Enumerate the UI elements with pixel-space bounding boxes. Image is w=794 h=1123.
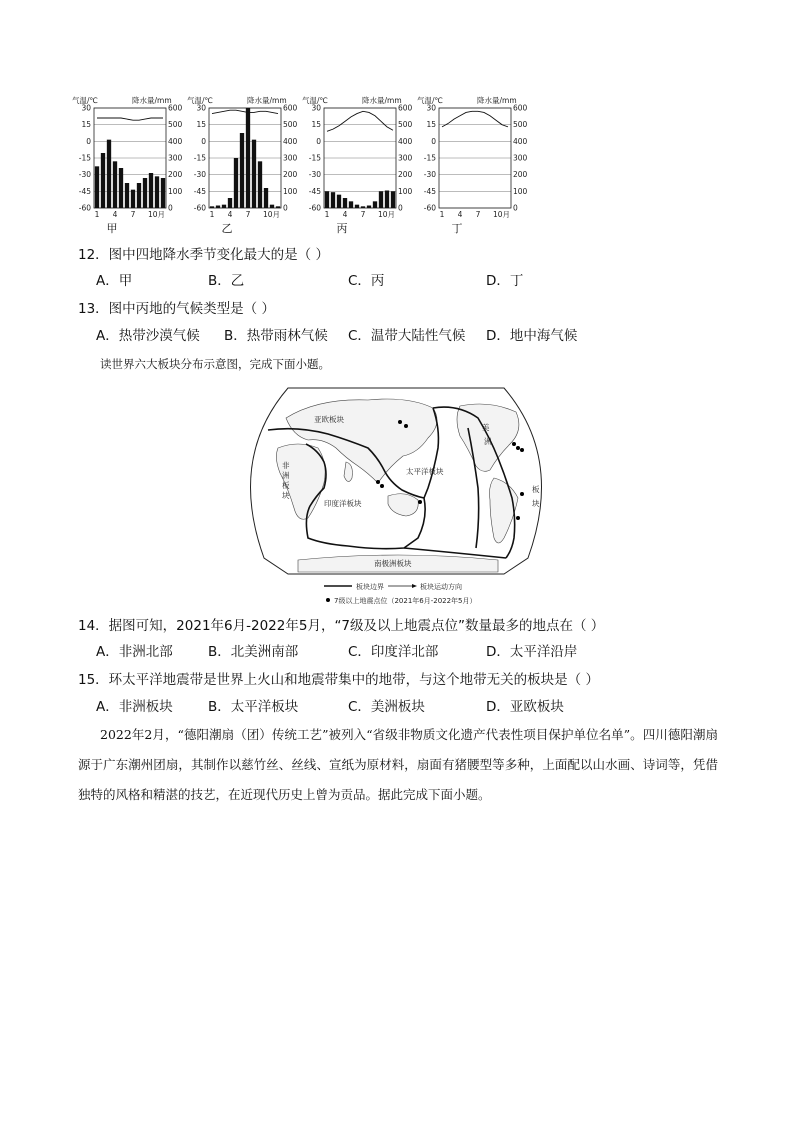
rain-tick-label: 0: [398, 203, 403, 213]
label-african-1: 非: [282, 461, 290, 470]
rain-tick-label: 100: [513, 186, 528, 196]
chart-name-label: 乙: [221, 222, 233, 235]
rain-tick-label: 100: [398, 186, 413, 196]
rain-bar: [149, 173, 153, 208]
temp-tick-label: 30: [81, 103, 91, 113]
option-c[interactable]: C．美洲板块: [348, 699, 425, 715]
chart-name-label: 甲: [106, 222, 118, 235]
quake-point: [380, 484, 384, 488]
rain-tick-label: 0: [168, 203, 173, 213]
temp-tick-label: -15: [78, 153, 91, 163]
question-14-stem: 14．据图可知，2021年6月-2022年5月，“7级及以上地震点位”数量最多的地点在（ ）: [78, 618, 605, 634]
temp-tick-label: -60: [308, 203, 321, 213]
month-tick-label: 4: [342, 210, 348, 219]
rain-tick-label: 300: [283, 153, 298, 163]
temperature-line: [212, 110, 278, 113]
temp-tick-label: 30: [311, 103, 321, 113]
temp-axis-label: 气温/℃: [417, 96, 443, 105]
label-american-4: 块: [532, 499, 540, 508]
question-14-options: [96, 643, 616, 661]
quake-point: [398, 420, 402, 424]
temp-tick-label: -30: [423, 170, 436, 180]
rain-tick-label: 400: [168, 136, 183, 146]
temp-tick-label: -60: [193, 203, 206, 213]
month-tick-label: 1: [94, 210, 100, 219]
option-b[interactable]: B．乙: [208, 273, 245, 289]
quake-point: [520, 448, 524, 452]
climate-chart-svg: [300, 96, 420, 236]
option-a[interactable]: A．甲: [96, 273, 133, 289]
climate-chart-svg: [185, 96, 305, 236]
month-tick-label: 4: [227, 210, 233, 219]
temp-tick-label: 15: [311, 120, 321, 130]
climate-chart-svg: [415, 96, 535, 236]
question-12-stem: 12．图中四地降水季节变化最大的是（ ）: [78, 247, 329, 263]
rain-tick-label: 0: [283, 203, 288, 213]
rain-tick-label: 600: [398, 103, 413, 113]
rain-bar: [355, 205, 359, 208]
option-d[interactable]: D．亚欧板块: [486, 699, 564, 715]
fan-passage: 2022年2月，“德阳潮扇（团）传统工艺”被列入“省级非物质文化遗产代表性项目保护单位名单”。四川德阳潮扇源于广东潮州团扇，其制作以慈竹丝、丝线、宣纸为原材料，扇面有猪腰型等多种，上面配以山水画、诗词等，凭借独特的风格和精湛的技艺，在近现代历史上曾为贡品。据此完成下面小题。: [78, 727, 718, 802]
label-african-3: 板: [282, 481, 290, 490]
question-13-stem: 13．图中丙地的气候类型是（ ）: [78, 301, 275, 317]
option-a[interactable]: A．热带沙漠气候: [96, 328, 200, 344]
rain-bar: [343, 198, 347, 208]
label-antarctic-plate: 南极洲板块: [374, 559, 412, 568]
month-tick-label: 10月: [148, 210, 166, 219]
rain-bar: [161, 178, 165, 208]
rain-bar: [252, 140, 256, 208]
question-15-stem: 15．环太平洋地震带是世界上火山和地震带集中的地带，与这个地带无关的板块是（ ）: [78, 672, 599, 688]
temp-tick-label: 15: [196, 120, 206, 130]
option-d[interactable]: D．丁: [486, 273, 524, 289]
temp-tick-label: -30: [308, 170, 321, 180]
rain-bar: [143, 178, 147, 208]
rain-bar: [258, 161, 262, 208]
option-a[interactable]: A．非洲板块: [96, 699, 173, 715]
quake-point: [516, 446, 520, 450]
month-tick-label: 7: [360, 210, 366, 219]
rain-bar: [240, 133, 244, 208]
rain-tick-label: 600: [168, 103, 183, 113]
rain-bar: [137, 183, 141, 208]
rain-tick-label: 500: [283, 120, 298, 130]
chart-name-label: 丁: [451, 222, 463, 235]
rain-tick-label: 0: [513, 203, 518, 213]
rain-bar: [107, 140, 111, 208]
month-tick-label: 7: [475, 210, 481, 219]
legend-boundary-text: 板块边界: [356, 583, 384, 591]
rain-tick-label: 300: [398, 153, 413, 163]
rain-bar: [331, 192, 335, 208]
month-tick-label: 7: [245, 210, 251, 219]
rain-bar: [246, 108, 250, 208]
question-13-options: [96, 327, 616, 345]
month-tick-label: 10月: [263, 210, 281, 219]
rain-bar: [325, 191, 329, 208]
climate-chart-yi: [185, 96, 305, 236]
option-c[interactable]: C．丙: [348, 273, 385, 289]
temp-tick-label: 30: [426, 103, 436, 113]
rain-tick-label: 100: [283, 186, 298, 196]
rain-bar: [276, 206, 280, 208]
rain-bar: [131, 190, 135, 208]
rain-bar: [210, 206, 214, 208]
temp-axis-label: 气温/℃: [187, 96, 213, 105]
option-d[interactable]: D．地中海气候: [486, 328, 578, 344]
question-12-options: [96, 272, 616, 290]
climate-chart-ding: [415, 96, 535, 236]
quake-point: [512, 442, 516, 446]
rain-tick-label: 600: [513, 103, 528, 113]
rain-tick-label: 600: [283, 103, 298, 113]
rain-bar: [367, 206, 371, 209]
rain-tick-label: 400: [283, 136, 298, 146]
month-tick-label: 10月: [493, 210, 511, 219]
rain-axis-label: 降水量/mm: [477, 96, 517, 105]
month-tick-label: 4: [112, 210, 118, 219]
temperature-line: [327, 111, 393, 131]
label-african-2: 洲: [282, 471, 290, 480]
temp-tick-label: 0: [86, 136, 91, 146]
temp-tick-label: 0: [431, 136, 436, 146]
rain-bar: [95, 166, 99, 208]
map-svg: [228, 378, 564, 610]
quake-point: [418, 500, 422, 504]
rain-tick-label: 200: [398, 170, 413, 180]
quake-point: [516, 516, 520, 520]
temp-tick-label: 30: [196, 103, 206, 113]
temp-tick-label: -60: [423, 203, 436, 213]
rain-tick-label: 200: [168, 170, 183, 180]
rain-tick-label: 200: [513, 170, 528, 180]
rain-bar: [361, 206, 365, 208]
month-tick-label: 4: [457, 210, 463, 219]
climate-chart-bing: [300, 96, 420, 236]
quake-point: [404, 424, 408, 428]
option-a[interactable]: A．非洲北部: [96, 644, 173, 660]
question-15-options: [96, 698, 616, 716]
temp-tick-label: 15: [426, 120, 436, 130]
rain-tick-label: 100: [168, 186, 183, 196]
temp-tick-label: -60: [78, 203, 91, 213]
chart-name-label: 丙: [336, 222, 348, 235]
rain-bar: [113, 161, 117, 208]
quake-point: [520, 492, 524, 496]
rain-tick-label: 500: [513, 120, 528, 130]
rain-axis-label: 降水量/mm: [247, 96, 287, 105]
rain-bar: [379, 191, 383, 208]
rain-bar: [119, 168, 123, 208]
month-tick-label: 1: [439, 210, 445, 219]
rain-bar: [155, 176, 159, 208]
rain-axis-label: 降水量/mm: [132, 96, 172, 105]
legend-quake-text: 7级以上地震点位（2021年6月-2022年5月）: [334, 597, 477, 605]
rain-bar: [228, 198, 232, 208]
rain-tick-label: 400: [398, 136, 413, 146]
rain-bar: [234, 158, 238, 208]
temperature-line: [97, 118, 163, 120]
rain-tick-label: 500: [168, 120, 183, 130]
month-tick-label: 1: [324, 210, 330, 219]
label-pacific-plate: 太平洋板块: [406, 467, 444, 476]
temp-tick-label: -45: [193, 186, 206, 196]
temp-tick-label: -15: [308, 153, 321, 163]
temp-tick-label: 0: [201, 136, 206, 146]
rain-bar: [270, 205, 274, 208]
option-b[interactable]: B．热带雨林气候: [224, 328, 328, 344]
temp-tick-label: -45: [308, 186, 321, 196]
option-d[interactable]: D．太平洋沿岸: [486, 644, 578, 660]
climate-chart-svg: [70, 96, 190, 236]
rain-bar: [216, 206, 220, 209]
option-b[interactable]: B．太平洋板块: [208, 699, 299, 715]
rain-bar: [125, 183, 129, 208]
label-african-4: 块: [282, 491, 290, 500]
label-american-2: 洲: [484, 437, 492, 446]
month-tick-label: 10月: [378, 210, 396, 219]
legend-quake-swatch: [326, 598, 330, 602]
rain-bar: [349, 201, 353, 208]
rain-tick-label: 200: [283, 170, 298, 180]
rain-bar: [391, 191, 395, 208]
temp-tick-label: 15: [81, 120, 91, 130]
rain-bar: [264, 188, 268, 208]
temp-tick-label: 0: [316, 136, 321, 146]
label-american-3: 板: [532, 485, 540, 494]
rain-bar: [222, 205, 226, 208]
rain-bar: [101, 153, 105, 208]
label-indian-plate: 印度洋板块: [324, 499, 362, 508]
quake-point: [376, 480, 380, 484]
option-c[interactable]: C．温带大陆性气候: [348, 328, 466, 344]
label-eurasian-plate: 亚欧板块: [314, 415, 344, 424]
month-tick-label: 7: [130, 210, 136, 219]
rain-tick-label: 300: [513, 153, 528, 163]
temp-axis-label: 气温/℃: [72, 96, 98, 105]
rain-bar: [385, 191, 389, 209]
option-b[interactable]: B．北美洲南部: [208, 644, 299, 660]
temp-tick-label: -45: [78, 186, 91, 196]
label-american-1: 美: [482, 423, 490, 432]
temp-tick-label: -30: [78, 170, 91, 180]
legend-direction-text: 板块运动方向: [420, 583, 462, 591]
rain-bar: [337, 195, 341, 208]
climate-chart-jia: [70, 96, 190, 236]
rain-axis-label: 降水量/mm: [362, 96, 402, 105]
rain-tick-label: 400: [513, 136, 528, 146]
option-c[interactable]: C．印度洋北部: [348, 644, 439, 660]
legend-arrow-head: [412, 584, 417, 588]
world-plates-map: [228, 378, 564, 610]
temp-tick-label: -45: [423, 186, 436, 196]
temp-tick-label: -15: [193, 153, 206, 163]
rain-tick-label: 300: [168, 153, 183, 163]
temp-tick-label: -30: [193, 170, 206, 180]
temp-tick-label: -15: [423, 153, 436, 163]
climate-charts: [70, 96, 550, 236]
temp-axis-label: 气温/℃: [302, 96, 328, 105]
rain-bar: [373, 201, 377, 208]
map-intro: 读世界六大板块分布示意图，完成下面小题。: [100, 357, 330, 371]
rain-tick-label: 500: [398, 120, 413, 130]
month-tick-label: 1: [209, 210, 215, 219]
